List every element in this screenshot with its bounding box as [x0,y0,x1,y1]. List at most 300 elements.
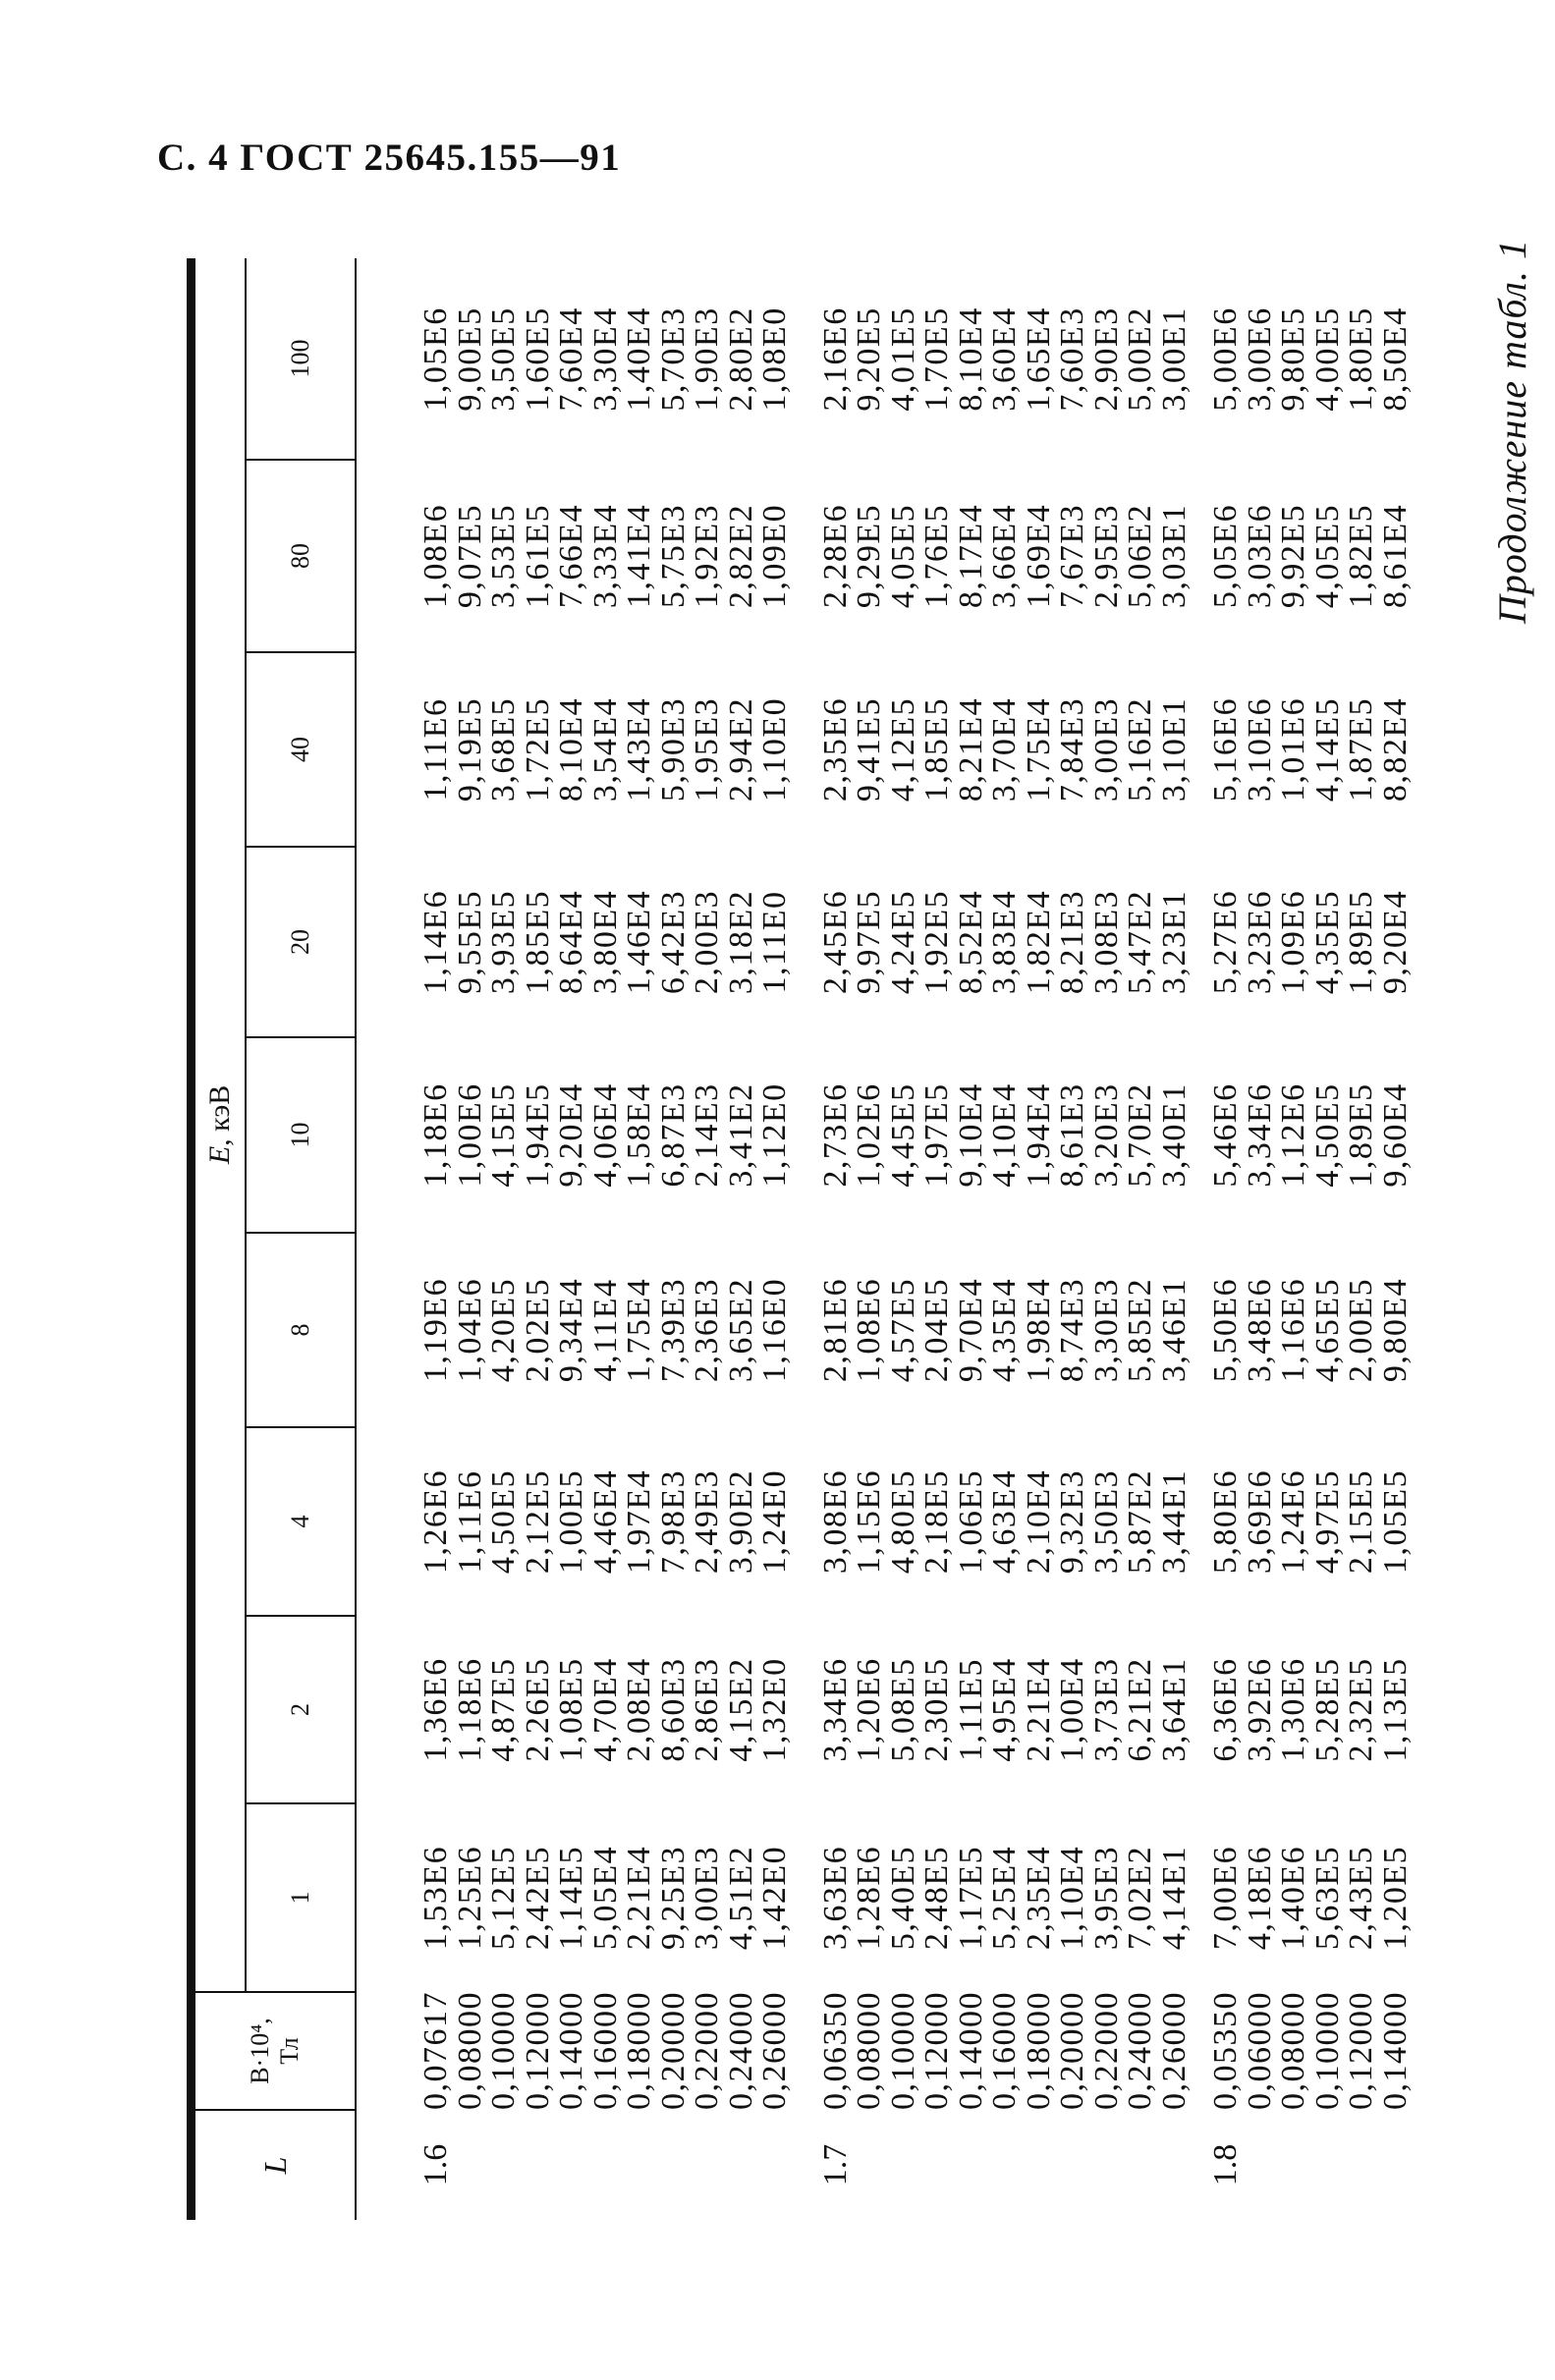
flux-value-cell: 1,97E4 [621,1468,657,1575]
flux-value-cell: 6,42E3 [654,889,692,995]
b-value-cell: 0,06350 [816,1991,854,2110]
flux-value-cell: 7,84E3 [1054,696,1090,803]
flux-value-cell: 1,12E0 [756,1082,793,1188]
table-row [657,258,692,2220]
table-row [1209,258,1244,2220]
table-row [853,258,887,2220]
flux-value-cell: 3,08E3 [1087,889,1125,995]
table-row [887,258,921,2220]
table-row [454,258,488,2220]
energy-column-header: 100 [246,258,356,460]
table-row [955,258,989,2220]
flux-value-cell: 4,50E5 [1308,1082,1346,1188]
flux-value-cell: 2,18E5 [918,1468,955,1575]
flux-value-cell: 8,21E4 [952,696,989,803]
flux-value-cell: 4,05E5 [884,503,921,609]
flux-value-cell: 2,36E3 [689,1277,725,1383]
flux-value-cell: 8,50E4 [1376,306,1414,412]
flux-value-cell: 1,10E0 [756,696,793,803]
flux-value-cell: 1,72E5 [519,696,556,803]
table-row [691,258,725,2220]
l-value-cell [623,2110,657,2220]
flux-value-cell: 7,00E6 [1207,1845,1244,1951]
b-value-cell: 0,07617 [417,1991,454,2110]
flux-value-cell: 2,35E6 [816,696,854,803]
flux-value-cell: 1,89E5 [1343,889,1379,995]
data-table [187,258,1413,2220]
table-row [487,258,522,2220]
table-row [988,258,1023,2220]
flux-value-cell: 5,00E2 [1122,306,1158,412]
flux-value-cell: 3,90E2 [722,1468,759,1575]
flux-value-cell: 1,13E5 [1376,1657,1414,1762]
flux-value-cell: 2,32E5 [1343,1657,1379,1762]
flux-value-cell: 1,46E4 [621,889,657,995]
flux-value-cell: 2,48E5 [918,1845,955,1951]
flux-value-cell: 1,24E6 [1275,1468,1311,1575]
column-header-B [192,1992,357,2110]
flux-value-cell: 9,80E5 [1275,306,1311,412]
flux-value-cell: 5,25E4 [986,1845,1023,1951]
b-value-cell: 0,08000 [851,1991,887,2110]
l-value-cell [1124,2110,1158,2220]
b-value-cell: 0,22000 [689,1991,725,2110]
b-value-cell: 0,10000 [884,1991,921,2110]
table-row [758,258,793,2220]
flux-value-cell: 7,67E3 [1054,503,1090,609]
flux-value-cell: 5,16E6 [1207,696,1244,803]
flux-value-cell: 9,29E5 [851,503,887,609]
energy-group-header [192,258,247,1992]
flux-value-cell: 4,50E5 [485,1468,522,1575]
flux-value-cell: 1,14E6 [417,889,454,995]
flux-value-cell: 1,16E0 [756,1277,793,1383]
flux-value-cell: 8,60E3 [654,1657,692,1762]
flux-value-cell: 5,75E3 [654,503,692,609]
flux-value-cell: 5,05E4 [586,1845,624,1951]
flux-value-cell: 3,50E3 [1087,1468,1125,1575]
l-value-cell [1158,2110,1193,2220]
flux-value-cell: 1,94E5 [519,1082,556,1188]
table-row [1158,258,1193,2220]
flux-value-cell: 8,61E3 [1054,1082,1090,1188]
b-value-cell: 0,12000 [1343,1991,1379,2110]
flux-value-cell: 8,52E4 [952,889,989,995]
flux-value-cell: 5,46E6 [1207,1082,1244,1188]
flux-value-cell: 1,14E5 [553,1845,589,1951]
flux-value-cell: 6,87E3 [654,1082,692,1188]
energy-column-header: 80 [246,460,356,652]
flux-value-cell: 4,00E5 [1308,306,1346,412]
flux-value-cell: 1,89E5 [1343,1082,1379,1188]
l-value-cell [1023,2110,1057,2220]
flux-value-cell: 3,63E6 [816,1845,854,1951]
flux-value-cell: 3,54E4 [586,696,624,803]
flux-value-cell: 2,10E4 [1020,1468,1057,1575]
flux-value-cell: 1,60E5 [519,306,556,412]
b-value-cell: 0,20000 [1054,1991,1090,2110]
flux-value-cell: 9,97E5 [851,889,887,995]
flux-value-cell: 1,32E0 [756,1657,793,1762]
flux-value-cell: 5,70E2 [1122,1082,1158,1188]
flux-value-cell: 5,85E2 [1122,1277,1158,1383]
flux-value-cell: 1,58E4 [621,1082,657,1188]
flux-value-cell: 3,10E6 [1241,696,1278,803]
flux-value-cell: 1,10E4 [1054,1845,1090,1951]
flux-value-cell: 3,33E4 [586,503,624,609]
flux-value-cell: 1,92E5 [918,889,955,995]
flux-value-cell: 7,02E2 [1122,1845,1158,1951]
flux-value-cell: 2,08E4 [621,1657,657,1762]
flux-value-cell: 1,80E5 [1343,306,1379,412]
flux-value-cell: 1,01E6 [1275,696,1311,803]
flux-value-cell: 4,06E4 [586,1082,624,1188]
table-row [1124,258,1158,2220]
flux-value-cell: 1,18E6 [451,1657,488,1762]
flux-value-cell: 4,87E5 [485,1657,522,1762]
l-value-cell: 1.7 [816,2143,854,2186]
l-value-cell [988,2110,1023,2220]
table-row [522,258,556,2220]
flux-value-cell: 5,50E6 [1207,1277,1244,1383]
flux-value-cell: 2,12E5 [519,1468,556,1575]
page-header: С. 4 ГОСТ 25645.155—91 [157,137,622,179]
flux-value-cell: 4,24E5 [884,889,921,995]
flux-value-cell: 5,90E3 [654,696,692,803]
energy-column-header: 40 [246,652,356,847]
flux-value-cell: 3,23E6 [1241,889,1278,995]
flux-value-cell: 1,05E5 [1376,1468,1414,1575]
flux-value-cell: 4,01E5 [884,306,921,412]
flux-value-cell: 9,34E4 [553,1277,589,1383]
flux-value-cell: 3,66E4 [986,503,1023,609]
b-value-cell: 0,12000 [519,1991,556,2110]
flux-value-cell: 3,65E2 [722,1277,759,1383]
table-row [623,258,657,2220]
flux-value-cell: 2,26E5 [519,1657,556,1762]
l-value-cell [589,2110,624,2220]
flux-value-cell: 2,00E3 [689,889,725,995]
flux-value-cell: 9,20E4 [553,1082,589,1188]
table-row [1311,258,1346,2220]
energy-column-header: 4 [246,1427,356,1616]
flux-value-cell: 3,48E6 [1241,1277,1278,1383]
flux-value-cell: 3,44E1 [1155,1468,1193,1575]
flux-value-cell: 8,74E3 [1054,1277,1090,1383]
flux-value-cell: 1,53E6 [417,1845,454,1951]
table-row [1023,258,1057,2220]
l-value-cell [725,2110,759,2220]
table-row [589,258,624,2220]
b-value-cell: 0,26000 [756,1991,793,2110]
flux-value-cell: 1,65E4 [1020,306,1057,412]
b-value-cell: 0,10000 [1308,1991,1346,2110]
flux-value-cell: 3,50E5 [485,306,522,412]
flux-value-cell: 2,95E3 [1087,503,1125,609]
flux-value-cell: 2,28E6 [816,503,854,609]
flux-value-cell: 1,26E6 [417,1468,454,1575]
flux-value-cell: 3,03E6 [1241,503,1278,609]
rotated-table-frame [187,239,1555,2220]
b-value-cell: 0,24000 [1122,1991,1158,2110]
flux-value-cell: 1,85E5 [918,696,955,803]
energy-column-header: 8 [246,1233,356,1427]
b-value-cell: 0,10000 [485,1991,522,2110]
flux-value-cell: 8,10E4 [952,306,989,412]
flux-value-cell: 1,40E4 [621,306,657,412]
flux-value-cell: 1,85E5 [519,889,556,995]
flux-value-cell: 9,41E5 [851,696,887,803]
flux-value-cell: 5,16E2 [1122,696,1158,803]
flux-value-cell: 9,32E3 [1054,1468,1090,1575]
flux-value-cell: 2,42E5 [519,1845,556,1951]
table-row [1277,258,1311,2220]
flux-value-cell: 5,70E3 [654,306,692,412]
column-header-L: L [192,2110,357,2220]
column-header-B-unit: Тл [275,2037,304,2065]
flux-value-cell: 1,16E6 [1275,1277,1311,1383]
flux-value-cell: 1,09E6 [1275,889,1311,995]
flux-value-cell: 5,87E2 [1122,1468,1158,1575]
l-value-cell [657,2110,692,2220]
flux-value-cell: 7,39E3 [654,1277,692,1383]
energy-column-header: 10 [246,1037,356,1233]
flux-value-cell: 9,55E5 [451,889,488,995]
flux-value-cell: 7,60E4 [553,306,589,412]
flux-value-cell: 4,70E4 [586,1657,624,1762]
flux-value-cell: 3,73E3 [1087,1657,1125,1762]
l-value-cell [1056,2110,1090,2220]
b-value-cell: 0,08000 [451,1991,488,2110]
flux-value-cell: 2,73E6 [816,1082,854,1188]
flux-value-cell: 3,64E1 [1155,1657,1193,1762]
table-row [920,258,955,2220]
flux-value-cell: 3,60E4 [986,306,1023,412]
flux-value-cell: 2,45E6 [816,889,854,995]
flux-value-cell: 3,30E4 [586,306,624,412]
flux-value-cell: 3,83E4 [986,889,1023,995]
flux-value-cell: 4,05E5 [1308,503,1346,609]
flux-value-cell: 2,15E5 [1343,1468,1379,1575]
flux-value-cell: 8,82E4 [1376,696,1414,803]
flux-value-cell: 4,11E4 [586,1278,624,1382]
l-value-cell [887,2110,921,2220]
flux-value-cell: 4,65E5 [1308,1277,1346,1383]
flux-value-cell: 1,11E5 [952,1658,989,1762]
flux-value-cell: 1,02E6 [851,1082,887,1188]
flux-value-cell: 1,08E6 [417,503,454,609]
flux-value-cell: 1,40E6 [1275,1845,1311,1951]
flux-value-cell: 1,09E0 [756,503,793,609]
flux-value-cell: 1,11E6 [451,1469,488,1574]
energy-column-header: 1 [246,1803,356,1992]
l-value-cell [920,2110,955,2220]
flux-value-cell: 1,04E6 [451,1277,488,1383]
flux-value-cell: 8,17E4 [952,503,989,609]
flux-value-cell: 5,08E5 [884,1657,921,1762]
flux-value-cell: 1,69E4 [1020,503,1057,609]
flux-value-cell: 2,90E3 [1087,306,1125,412]
flux-value-cell: 3,34E6 [816,1657,854,1762]
flux-value-cell: 2,81E6 [816,1277,854,1383]
table-row [555,258,589,2220]
flux-value-cell: 2,30E5 [918,1657,955,1762]
flux-value-cell: 4,51E2 [722,1845,759,1951]
flux-value-cell: 5,40E5 [884,1845,921,1951]
flux-value-cell: 4,63E4 [986,1468,1023,1575]
flux-value-cell: 1,28E6 [851,1845,887,1951]
flux-value-cell: 1,15E6 [851,1468,887,1575]
flux-value-cell: 3,41E2 [722,1082,759,1188]
b-value-cell: 0,18000 [1020,1991,1057,2110]
flux-value-cell: 1,98E4 [1020,1277,1057,1383]
flux-value-cell: 3,40E1 [1155,1082,1193,1188]
flux-value-cell: 4,14E5 [1308,696,1346,803]
flux-value-cell: 3,93E5 [485,889,522,995]
flux-value-cell: 1,94E4 [1020,1082,1057,1188]
flux-value-cell: 1,00E5 [553,1468,589,1575]
flux-value-cell: 1,61E5 [519,503,556,609]
flux-value-cell: 3,80E4 [586,889,624,995]
flux-value-cell: 1,06E5 [952,1468,989,1575]
flux-value-cell: 2,21E4 [621,1845,657,1951]
flux-value-cell: 1,00E6 [451,1082,488,1188]
l-value-cell [853,2110,887,2220]
l-value-cell [1244,2110,1278,2220]
flux-value-cell: 5,47E2 [1122,889,1158,995]
flux-value-cell: 4,57E5 [884,1277,921,1383]
flux-value-cell: 1,92E3 [689,503,725,609]
flux-value-cell: 7,60E3 [1054,306,1090,412]
b-value-cell: 0,24000 [722,1991,759,2110]
l-value-cell [522,2110,556,2220]
flux-value-cell: 7,66E4 [553,503,589,609]
flux-value-cell: 3,00E3 [689,1845,725,1951]
flux-value-cell: 3,18E2 [722,889,759,995]
b-value-cell: 0,12000 [918,1991,955,2110]
b-value-cell: 0,14000 [1376,1991,1414,2110]
flux-value-cell: 1,24E0 [756,1468,793,1575]
flux-value-cell: 2,80E2 [722,306,759,412]
energy-column-header: 2 [246,1616,356,1803]
flux-value-cell: 4,80E5 [884,1468,921,1575]
l-value-cell [454,2110,488,2220]
l-value-cell [955,2110,989,2220]
flux-value-cell: 2,00E5 [1343,1277,1379,1383]
flux-value-cell: 9,92E5 [1275,503,1311,609]
l-value-cell [1311,2110,1346,2220]
b-value-cell: 0,20000 [654,1991,692,2110]
flux-value-cell: 1,82E5 [1343,503,1379,609]
flux-value-cell: 9,60E4 [1376,1082,1414,1188]
flux-value-cell: 3,00E3 [1087,696,1125,803]
flux-value-cell: 7,98E3 [654,1468,692,1575]
flux-value-cell: 2,16E6 [816,306,854,412]
b-value-cell: 0,18000 [621,1991,657,2110]
flux-value-cell: 3,68E5 [485,696,522,803]
flux-value-cell: 2,04E5 [918,1277,955,1383]
flux-value-cell: 4,97E5 [1308,1468,1346,1575]
flux-value-cell: 1,82E4 [1020,889,1057,995]
flux-value-cell: 1,05E6 [417,306,454,412]
flux-value-cell: 4,12E5 [884,696,921,803]
flux-value-cell: 4,35E4 [986,1277,1023,1383]
flux-value-cell: 5,63E5 [1308,1845,1346,1951]
l-value-cell [1277,2110,1311,2220]
flux-value-cell: 5,06E2 [1122,503,1158,609]
flux-value-cell: 8,64E4 [553,889,589,995]
flux-value-cell: 9,80E4 [1376,1277,1414,1383]
flux-value-cell: 4,10E4 [986,1082,1023,1188]
flux-value-cell: 1,11E0 [756,890,793,994]
flux-value-cell: 2,86E3 [689,1657,725,1762]
flux-value-cell: 1,11E6 [417,697,454,802]
b-value-cell: 0,22000 [1087,1991,1125,2110]
flux-value-cell: 3,03E1 [1155,503,1193,609]
flux-value-cell: 9,10E4 [952,1082,989,1188]
flux-value-cell: 2,21E4 [1020,1657,1057,1762]
flux-value-cell: 2,35E4 [1020,1845,1057,1951]
flux-value-cell: 9,70E4 [952,1277,989,1383]
flux-value-cell: 9,19E5 [451,696,488,803]
flux-value-cell: 1,87E5 [1343,696,1379,803]
b-value-cell: 0,26000 [1155,1991,1193,2110]
flux-value-cell: 3,23E1 [1155,889,1193,995]
l-value-cell [1345,2110,1379,2220]
flux-value-cell: 1,00E4 [1054,1657,1090,1762]
flux-value-cell: 1,25E6 [451,1845,488,1951]
table-row [1090,258,1125,2220]
energy-unit: , кэВ [203,1084,236,1146]
flux-value-cell: 1,70E5 [918,306,955,412]
b-value-cell: 0,16000 [586,1991,624,2110]
flux-value-cell: 3,70E4 [986,696,1023,803]
flux-value-cell: 3,20E3 [1087,1082,1125,1188]
flux-value-cell: 4,15E2 [722,1657,759,1762]
flux-value-cell: 1,36E6 [417,1657,454,1762]
flux-value-cell: 5,12E5 [485,1845,522,1951]
flux-value-cell: 9,20E5 [851,306,887,412]
flux-value-cell: 5,00E6 [1207,306,1244,412]
table-row [419,258,454,2220]
flux-value-cell: 3,00E6 [1241,306,1278,412]
flux-value-cell: 4,45E5 [884,1082,921,1188]
flux-value-cell: 1,08E0 [756,306,793,412]
l-value-cell: 1.8 [1207,2143,1244,2186]
table-row [1379,258,1414,2220]
flux-value-cell: 1,75E4 [621,1277,657,1383]
flux-value-cell: 4,35E5 [1308,889,1346,995]
flux-value-cell: 1,08E6 [851,1277,887,1383]
flux-value-cell: 2,14E3 [689,1082,725,1188]
flux-value-cell: 3,69E6 [1241,1468,1278,1575]
flux-value-cell: 6,21E2 [1122,1657,1158,1762]
table-row [1244,258,1278,2220]
b-value-cell: 0,14000 [553,1991,589,2110]
flux-value-cell: 3,00E1 [1155,306,1193,412]
flux-value-cell: 1,17E5 [952,1845,989,1951]
flux-value-cell: 4,46E4 [586,1468,624,1575]
energy-column-header: 20 [246,847,356,1037]
flux-value-cell: 6,36E6 [1207,1657,1244,1762]
flux-value-cell: 1,30E6 [1275,1657,1311,1762]
table-row [725,258,759,2220]
flux-value-cell: 1,41E4 [621,503,657,609]
l-value-cell [758,2110,793,2220]
flux-value-cell: 8,61E4 [1376,503,1414,609]
flux-value-cell: 2,43E5 [1343,1845,1379,1951]
b-value-cell: 0,14000 [952,1991,989,2110]
